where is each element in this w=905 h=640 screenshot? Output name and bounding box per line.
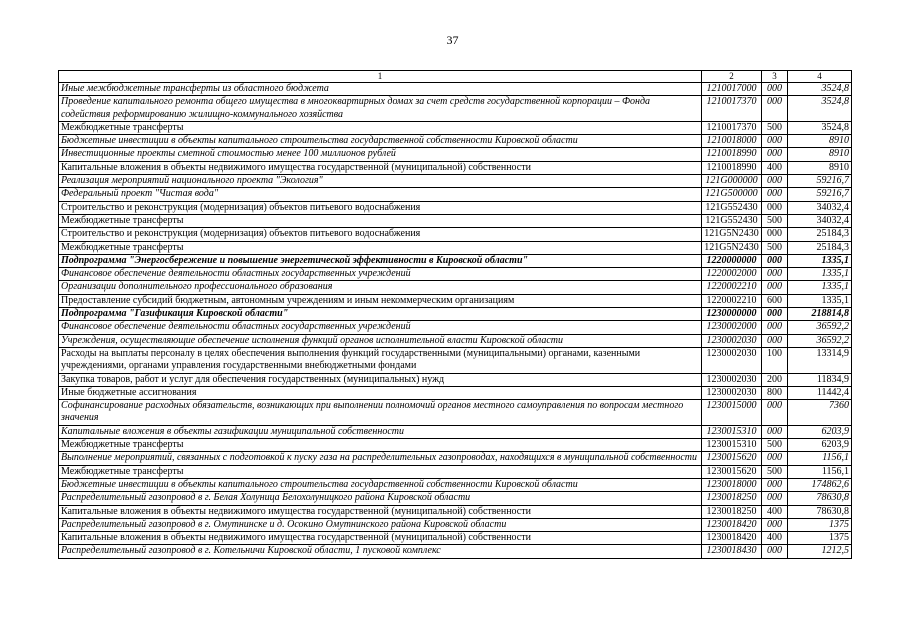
cell-name: Выполнение мероприятий, связанных с подготовкой к пуску газа на распределительных газопроводах, находящихся в муниципальной собственности bbox=[59, 452, 702, 465]
table-row bbox=[59, 347, 852, 373]
cell-name: Строительство и реконструкция (модернизация) объектов питьевого водоснабжения bbox=[59, 201, 702, 214]
cell-amount: 1375 bbox=[788, 532, 852, 545]
cell-name: Иные межбюджетные трансферты из областного бюджета bbox=[59, 83, 702, 96]
table-row bbox=[59, 373, 852, 386]
table-row bbox=[59, 321, 852, 334]
budget-table bbox=[58, 70, 852, 559]
cell-code: 121G500000 bbox=[702, 188, 762, 201]
cell-vr: 500 bbox=[762, 121, 788, 134]
cell-amount: 36592,2 bbox=[788, 334, 852, 347]
cell-code: 1210018000 bbox=[702, 135, 762, 148]
table-row bbox=[59, 121, 852, 134]
table-row bbox=[59, 228, 852, 241]
cell-name: Финансовое обеспечение деятельности областных государственных учреждений bbox=[59, 321, 702, 334]
cell-name: Межбюджетные трансферты bbox=[59, 439, 702, 452]
cell-amount: 174862,6 bbox=[788, 478, 852, 491]
cell-code: 1230002000 bbox=[702, 321, 762, 334]
cell-vr: 800 bbox=[762, 386, 788, 399]
cell-vr: 000 bbox=[762, 518, 788, 531]
cell-name: Межбюджетные трансферты bbox=[59, 465, 702, 478]
cell-amount: 11834,9 bbox=[788, 373, 852, 386]
cell-vr: 000 bbox=[762, 281, 788, 294]
cell-name: Федеральный проект "Чистая вода" bbox=[59, 188, 702, 201]
cell-name: Межбюджетные трансферты bbox=[59, 121, 702, 134]
cell-amount: 25184,3 bbox=[788, 228, 852, 241]
cell-vr: 000 bbox=[762, 492, 788, 505]
table-row bbox=[59, 254, 852, 267]
cell-code: 1210017370 bbox=[702, 96, 762, 122]
cell-name: Бюджетные инвестиции в объекты капитального строительства государственной собственности Кировской области bbox=[59, 135, 702, 148]
table-row bbox=[59, 135, 852, 148]
cell-name: Иные бюджетные ассигнования bbox=[59, 386, 702, 399]
cell-name: Финансовое обеспечение деятельности областных государственных учреждений bbox=[59, 268, 702, 281]
cell-code: 121G5N2430 bbox=[702, 228, 762, 241]
cell-name: Расходы на выплаты персоналу в целях обеспечения выполнения функций государственными (муниципальными) органами, казенными учреждениями, органами управления государственными внебюджетными фондами bbox=[59, 347, 702, 373]
cell-code: 1230015620 bbox=[702, 465, 762, 478]
table-row bbox=[59, 161, 852, 174]
cell-name: Подпрограмма "Газификация Кировской области" bbox=[59, 308, 702, 321]
table-row bbox=[59, 386, 852, 399]
cell-vr: 400 bbox=[762, 505, 788, 518]
cell-name: Софинансирование расходных обязательств, возникающих при выполнении полномочий органов местного самоуправления по вопросам местного значения bbox=[59, 400, 702, 426]
cell-vr: 000 bbox=[762, 83, 788, 96]
cell-code: 1230018420 bbox=[702, 518, 762, 531]
cell-amount: 3524,8 bbox=[788, 83, 852, 96]
cell-vr: 000 bbox=[762, 308, 788, 321]
cell-code: 1230018420 bbox=[702, 532, 762, 545]
cell-code: 1220002000 bbox=[702, 268, 762, 281]
cell-vr: 000 bbox=[762, 400, 788, 426]
cell-name: Инвестиционные проекты сметной стоимостью менее 100 миллионов рублей bbox=[59, 148, 702, 161]
cell-name: Организации дополнительного профессионального образования bbox=[59, 281, 702, 294]
cell-code: 1230015000 bbox=[702, 400, 762, 426]
table-row bbox=[59, 201, 852, 214]
header-cell-vr: 3 bbox=[762, 71, 788, 83]
cell-amount: 78630,8 bbox=[788, 492, 852, 505]
header-cell-name: 1 bbox=[59, 71, 702, 83]
cell-name: Строительство и реконструкция (модернизация) объектов питьевого водоснабжения bbox=[59, 228, 702, 241]
cell-code: 1220000000 bbox=[702, 254, 762, 267]
cell-amount: 34032,4 bbox=[788, 214, 852, 227]
cell-amount: 1335,1 bbox=[788, 268, 852, 281]
cell-code: 121G552430 bbox=[702, 201, 762, 214]
cell-name: Распределительный газопровод в г. Омутнинске и д. Осокино Омутнинского района Кировской области bbox=[59, 518, 702, 531]
cell-amount: 78630,8 bbox=[788, 505, 852, 518]
cell-vr: 000 bbox=[762, 96, 788, 122]
table-row bbox=[59, 505, 852, 518]
cell-vr: 500 bbox=[762, 465, 788, 478]
cell-name: Капитальные вложения в объекты недвижимого имущества государственной (муниципальной) собственности bbox=[59, 161, 702, 174]
header-cell-code: 2 bbox=[702, 71, 762, 83]
table-row bbox=[59, 308, 852, 321]
cell-vr: 000 bbox=[762, 148, 788, 161]
cell-name: Капитальные вложения в объекты недвижимого имущества государственной (муниципальной) собственности bbox=[59, 532, 702, 545]
cell-name: Предоставление субсидий бюджетным, автономным учреждениям и иным некоммерческим организациям bbox=[59, 294, 702, 307]
cell-code: 1210018990 bbox=[702, 148, 762, 161]
cell-name: Реализация мероприятий национального проекта "Экология" bbox=[59, 175, 702, 188]
table-row bbox=[59, 492, 852, 505]
cell-vr: 000 bbox=[762, 478, 788, 491]
cell-code: 1230015310 bbox=[702, 439, 762, 452]
table-row bbox=[59, 241, 852, 254]
cell-amount: 1212,5 bbox=[788, 545, 852, 558]
cell-vr: 400 bbox=[762, 532, 788, 545]
page-number: 37 bbox=[446, 33, 459, 47]
table-row bbox=[59, 96, 852, 122]
cell-amount: 1335,1 bbox=[788, 254, 852, 267]
table-row bbox=[59, 175, 852, 188]
cell-name: Учреждения, осуществляющие обеспечение исполнения функций органов исполнительной власти Кировской области bbox=[59, 334, 702, 347]
cell-amount: 36592,2 bbox=[788, 321, 852, 334]
table-row bbox=[59, 452, 852, 465]
cell-vr: 000 bbox=[762, 425, 788, 438]
cell-amount: 7360 bbox=[788, 400, 852, 426]
cell-vr: 000 bbox=[762, 135, 788, 148]
cell-name: Бюджетные инвестиции в объекты капитального строительства государственной собственности Кировской области bbox=[59, 478, 702, 491]
cell-name: Капитальные вложения в объекты газификации муниципальной собственности bbox=[59, 425, 702, 438]
cell-code: 1230015310 bbox=[702, 425, 762, 438]
header-cell-amount: 4 bbox=[788, 71, 852, 83]
cell-vr: 500 bbox=[762, 439, 788, 452]
cell-code: 1230002030 bbox=[702, 386, 762, 399]
cell-code: 1230002030 bbox=[702, 334, 762, 347]
cell-name: Закупка товаров, работ и услуг для обеспечения государственных (муниципальных) нужд bbox=[59, 373, 702, 386]
table-row bbox=[59, 518, 852, 531]
cell-name: Подпрограмма "Энергосбережение и повышение энергетической эффективности в Кировской области" bbox=[59, 254, 702, 267]
table-row bbox=[59, 294, 852, 307]
cell-amount: 6203,9 bbox=[788, 439, 852, 452]
cell-vr: 500 bbox=[762, 241, 788, 254]
cell-vr: 600 bbox=[762, 294, 788, 307]
cell-amount: 3524,8 bbox=[788, 96, 852, 122]
table-row bbox=[59, 268, 852, 281]
cell-amount: 6203,9 bbox=[788, 425, 852, 438]
cell-vr: 000 bbox=[762, 228, 788, 241]
table-row bbox=[59, 545, 852, 558]
cell-amount: 1335,1 bbox=[788, 281, 852, 294]
cell-name: Распределительный газопровод в г. Белая Холуница Белохолуницкого района Кировской области bbox=[59, 492, 702, 505]
cell-amount: 8910 bbox=[788, 161, 852, 174]
table-row bbox=[59, 281, 852, 294]
cell-code: 121G000000 bbox=[702, 175, 762, 188]
cell-vr: 500 bbox=[762, 214, 788, 227]
cell-vr: 400 bbox=[762, 161, 788, 174]
cell-vr: 000 bbox=[762, 254, 788, 267]
cell-amount: 218814,8 bbox=[788, 308, 852, 321]
cell-amount: 25184,3 bbox=[788, 241, 852, 254]
cell-amount: 59216,7 bbox=[788, 175, 852, 188]
cell-code: 121G552430 bbox=[702, 214, 762, 227]
cell-amount: 1156,1 bbox=[788, 465, 852, 478]
cell-code: 1230002030 bbox=[702, 373, 762, 386]
cell-vr: 000 bbox=[762, 334, 788, 347]
table-row bbox=[59, 478, 852, 491]
cell-code: 1230015620 bbox=[702, 452, 762, 465]
table-row bbox=[59, 465, 852, 478]
header-row bbox=[59, 71, 852, 83]
cell-vr: 000 bbox=[762, 188, 788, 201]
cell-code: 1230018250 bbox=[702, 505, 762, 518]
cell-vr: 000 bbox=[762, 545, 788, 558]
cell-code: 1230018250 bbox=[702, 492, 762, 505]
cell-amount: 1335,1 bbox=[788, 294, 852, 307]
cell-code: 1210017370 bbox=[702, 121, 762, 134]
cell-vr: 000 bbox=[762, 321, 788, 334]
cell-code: 1210018990 bbox=[702, 161, 762, 174]
cell-amount: 8910 bbox=[788, 148, 852, 161]
cell-code: 121G5N2430 bbox=[702, 241, 762, 254]
table-row bbox=[59, 188, 852, 201]
cell-vr: 200 bbox=[762, 373, 788, 386]
cell-name: Межбюджетные трансферты bbox=[59, 214, 702, 227]
table-row bbox=[59, 214, 852, 227]
cell-code: 1230018430 bbox=[702, 545, 762, 558]
cell-amount: 59216,7 bbox=[788, 188, 852, 201]
cell-code: 1230000000 bbox=[702, 308, 762, 321]
table-row bbox=[59, 83, 852, 96]
cell-name: Капитальные вложения в объекты недвижимого имущества государственной (муниципальной) собственности bbox=[59, 505, 702, 518]
cell-amount: 1375 bbox=[788, 518, 852, 531]
cell-code: 1230018000 bbox=[702, 478, 762, 491]
cell-name: Межбюджетные трансферты bbox=[59, 241, 702, 254]
table-row bbox=[59, 425, 852, 438]
table-row bbox=[59, 400, 852, 426]
table-row bbox=[59, 334, 852, 347]
cell-amount: 13314,9 bbox=[788, 347, 852, 373]
cell-vr: 000 bbox=[762, 268, 788, 281]
cell-code: 1220002210 bbox=[702, 294, 762, 307]
cell-vr: 000 bbox=[762, 452, 788, 465]
cell-amount: 8910 bbox=[788, 135, 852, 148]
cell-code: 1220002210 bbox=[702, 281, 762, 294]
cell-amount: 11442,4 bbox=[788, 386, 852, 399]
cell-name: Распределительный газопровод в г. Котельничи Кировской области, 1 пусковой комплекс bbox=[59, 545, 702, 558]
table-row bbox=[59, 439, 852, 452]
cell-amount: 34032,4 bbox=[788, 201, 852, 214]
cell-amount: 1156,1 bbox=[788, 452, 852, 465]
cell-amount: 3524,8 bbox=[788, 121, 852, 134]
cell-vr: 000 bbox=[762, 201, 788, 214]
cell-vr: 000 bbox=[762, 175, 788, 188]
cell-vr: 100 bbox=[762, 347, 788, 373]
cell-code: 1230002030 bbox=[702, 347, 762, 373]
table-row bbox=[59, 532, 852, 545]
cell-name: Проведение капитального ремонта общего имущества в многоквартирных домах за счет средств государственной корпорации – Фонда содействия реформированию жилищно-коммунального хозяйства bbox=[59, 96, 702, 122]
cell-code: 1210017000 bbox=[702, 83, 762, 96]
table-row bbox=[59, 148, 852, 161]
